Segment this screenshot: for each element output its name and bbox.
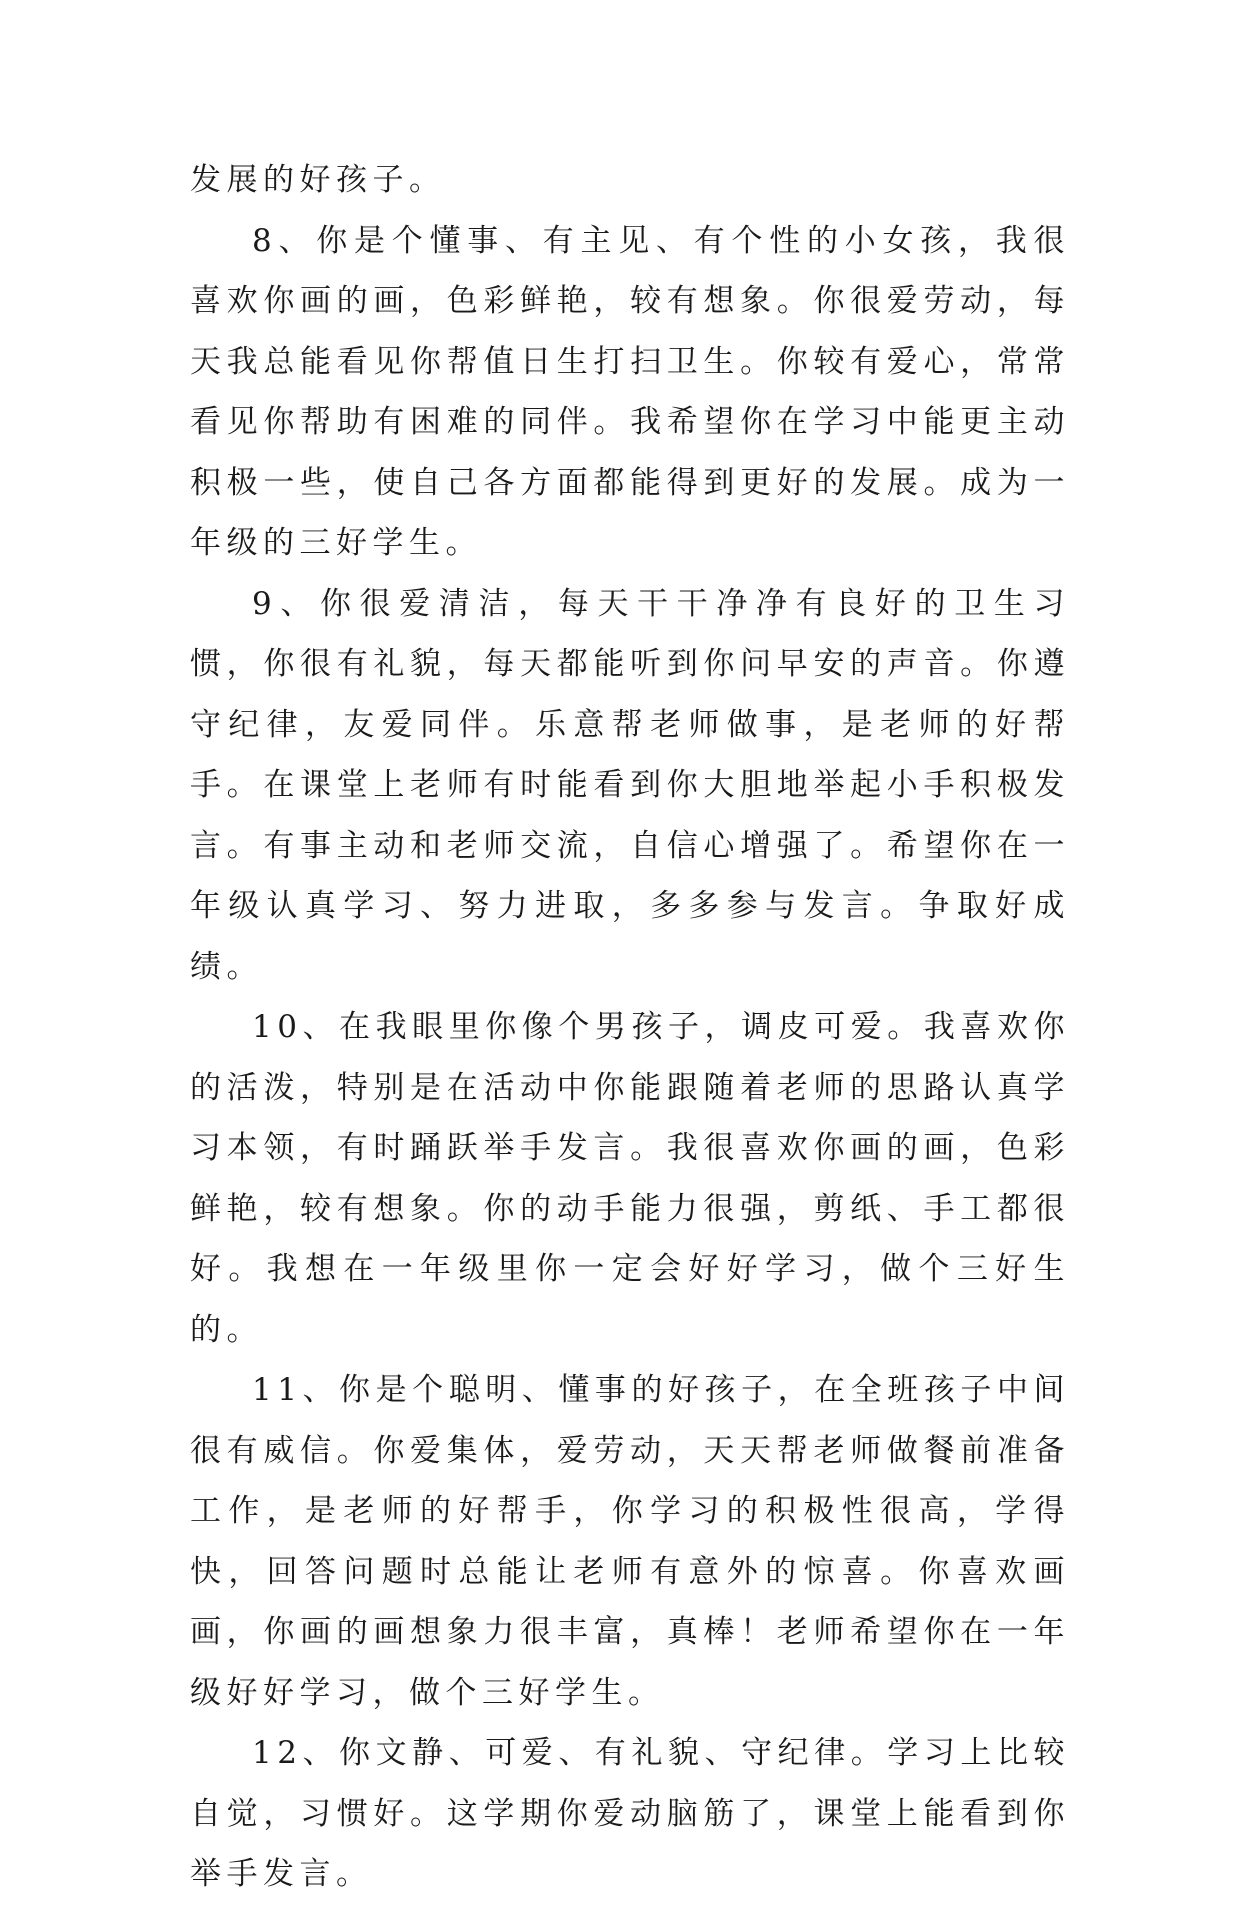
paragraph-comment-11: 11、你是个聪明、懂事的好孩子，在全班孩子中间很有威信。你爱集体，爱劳动，天天帮老师做餐前准备工作，是老师的好帮手，你学习的积极性很高，学得快，回答问题时总能让老师有意外的惊喜。你喜欢画画，你画的画想象力很丰富，真棒！老师希望你在一年级好好学习，做个三好学生。 [190,1372,1070,1711]
paragraph-comment-9: 9、你很爱清洁，每天干干净净有良好的卫生习惯，你很有礼貌，每天都能听到你问早安的声音。你遵守纪律，友爱同伴。乐意帮老师做事，是老师的好帮手。在课堂上老师有时能看到你大胆地举起小手积极发言。有事主动和老师交流，自信心增强了。希望你在一年级认真学习、努力进取，多多参与发言。争取好成绩。 [190,585,1070,985]
document-body [190,150,1070,1905]
paragraph-comment-10: 10、在我眼里你像个男孩子，调皮可爱。我喜欢你的活泼，特别是在活动中你能跟随着老师的思路认真学习本领，有时踊跃举手发言。我很喜欢你画的画，色彩鲜艳，较有想象。你的动手能力很强，剪纸、手工都很好。我想在一年级里你一定会好好学习，做个三好生的。 [190,1009,1070,1348]
paragraph-comment-8: 8、你是个懂事、有主见、有个性的小女孩，我很喜欢你画的画，色彩鲜艳，较有想象。你很爱劳动，每天我总能看见你帮值日生打扫卫生。你较有爱心，常常看见你帮助有困难的同伴。我希望你在学习中能更主动积极一些，使自己各方面都能得到更好的发展。成为一年级的三好学生。 [190,222,1070,561]
paragraph-continuation: 发展的好孩子。 [190,162,446,198]
paragraph-comment-12: 12、你文静、可爱、有礼貌、守纪律。学习上比较自觉，习惯好。这学期你爱动脑筋了，课堂上能看到你举手发言。 [190,1735,1070,1892]
